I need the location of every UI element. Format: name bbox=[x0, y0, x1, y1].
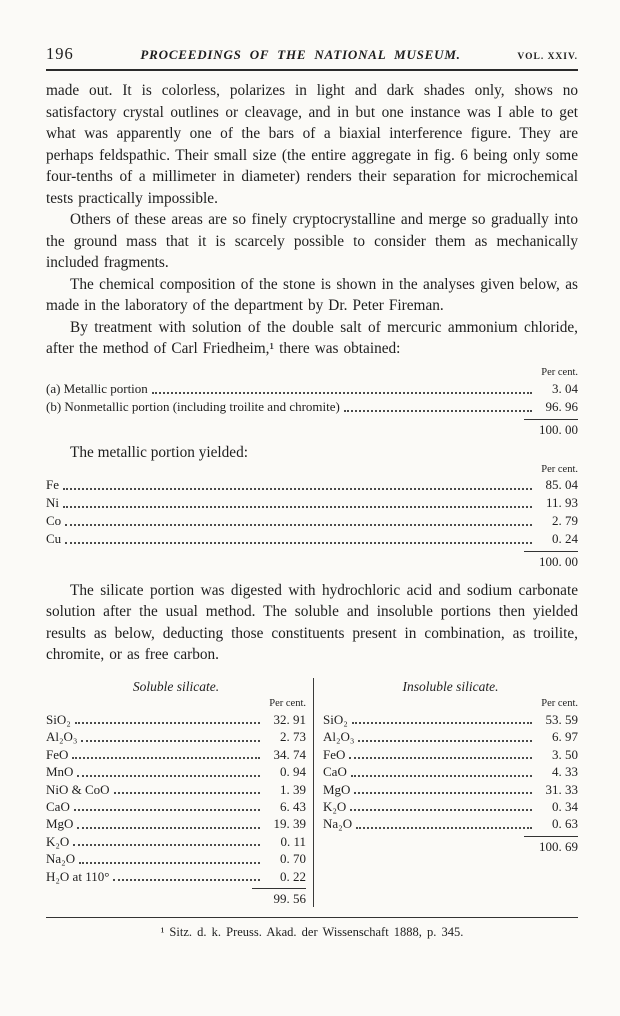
dot-leader bbox=[344, 410, 532, 412]
unit-header: Per cent. bbox=[541, 697, 578, 709]
table-row bbox=[46, 833, 306, 850]
paragraph: The chemical composition of the stone is shown in the analyses given below, as made in the laboratory of the department by Dr. Peter Fireman. bbox=[46, 275, 578, 314]
total-rule bbox=[252, 888, 306, 889]
row-value: 19. 39 bbox=[273, 816, 306, 832]
row-label: Ni bbox=[46, 494, 59, 510]
table-total: 100. 00 bbox=[539, 421, 578, 437]
row-label: FeO bbox=[46, 746, 69, 762]
dot-leader bbox=[75, 722, 260, 724]
table-row bbox=[46, 530, 578, 548]
table-row bbox=[46, 746, 306, 763]
table-row bbox=[46, 494, 578, 512]
row-label: CaO bbox=[46, 798, 70, 814]
running-head bbox=[46, 44, 578, 64]
publication-title: PROCEEDINGS OF THE NATIONAL MUSEUM. bbox=[140, 47, 461, 62]
row-value: 2. 79 bbox=[552, 512, 578, 528]
row-label: Fe bbox=[46, 476, 59, 492]
dot-leader bbox=[356, 827, 532, 829]
table-row bbox=[46, 763, 306, 780]
row-value: 0. 70 bbox=[280, 851, 306, 867]
table-title: Insoluble silicate. bbox=[402, 678, 499, 694]
table-row bbox=[46, 512, 578, 530]
table-total: 100. 69 bbox=[539, 838, 578, 854]
dot-leader bbox=[73, 844, 260, 846]
table-row bbox=[46, 711, 306, 728]
paragraph: Others of these areas are so finely cryptocrystalline and merge so gradually into the ground mass that it is scarcely possible to consider them as mechanically included fragments. bbox=[46, 211, 578, 271]
volume-label: VOL. XXIV. bbox=[517, 52, 578, 62]
row-label: (b) Nonmetallic portion (including troilite and chromite) bbox=[46, 398, 340, 414]
dot-leader bbox=[65, 524, 532, 526]
table-row bbox=[323, 746, 578, 763]
row-value: 34. 74 bbox=[273, 746, 306, 762]
dot-leader bbox=[114, 792, 260, 794]
row-value: 96. 96 bbox=[545, 398, 578, 414]
page-number: 196 bbox=[46, 44, 74, 63]
table-row bbox=[323, 781, 578, 798]
row-label: K₂O bbox=[46, 833, 70, 849]
dot-leader bbox=[350, 809, 532, 811]
table-row bbox=[46, 398, 578, 416]
table-row bbox=[46, 815, 306, 832]
unit-header: Per cent. bbox=[541, 366, 578, 378]
row-value: 1. 39 bbox=[280, 781, 306, 797]
table-row bbox=[46, 781, 306, 798]
dot-leader bbox=[74, 809, 260, 811]
paragraph: By treatment with solution of the double salt of mercuric ammonium chloride, after the method of Carl Friedheim,¹ there was obtained: bbox=[46, 318, 578, 357]
row-label: Al₂O₃ bbox=[323, 729, 355, 745]
dot-leader bbox=[72, 757, 260, 759]
portions-table bbox=[46, 366, 578, 438]
soluble-silicate-table bbox=[46, 678, 314, 907]
table-row bbox=[46, 850, 306, 867]
footnote-rule bbox=[46, 917, 578, 918]
silicate-analyses bbox=[46, 678, 578, 907]
row-label: Na₂O bbox=[323, 816, 353, 832]
row-label: MnO bbox=[46, 764, 74, 780]
table-row bbox=[323, 711, 578, 728]
row-value: 6. 97 bbox=[552, 729, 578, 745]
dot-leader bbox=[152, 392, 532, 394]
paragraph: made out. It is colorless, polarizes in light and dark shades only, shows no satisfactory crystal outlines or cleavage, and in but one instance was I able to get what was apparently one of the bars of a biaxial interference figure. They are perhaps feldspathic. Their small size (the entire aggregate in fig. 6 being only some four-tenths of a millimeter in diameter) renders their separation for microchemical tests practically impossible. bbox=[46, 82, 578, 207]
dot-leader bbox=[354, 792, 532, 794]
row-value: 6. 43 bbox=[280, 798, 306, 814]
row-value: 3. 04 bbox=[552, 380, 578, 396]
row-value: 0. 63 bbox=[552, 816, 578, 832]
dot-leader bbox=[351, 775, 532, 777]
total-rule bbox=[524, 419, 578, 420]
table-row bbox=[46, 798, 306, 815]
table-row bbox=[323, 763, 578, 780]
dot-leader bbox=[113, 879, 260, 881]
table-row bbox=[46, 868, 306, 885]
row-value: 31. 33 bbox=[545, 781, 578, 797]
table-total: 99. 56 bbox=[273, 890, 306, 906]
row-label: Al₂O₃ bbox=[46, 729, 78, 745]
row-label: K₂O bbox=[323, 798, 347, 814]
table-row bbox=[323, 798, 578, 815]
row-label: MgO bbox=[46, 816, 74, 832]
row-label: Cu bbox=[46, 530, 62, 546]
total-rule bbox=[524, 836, 578, 837]
table-row bbox=[323, 815, 578, 832]
table-total: 100. 00 bbox=[539, 553, 578, 569]
table-row bbox=[323, 728, 578, 745]
insoluble-silicate-table bbox=[314, 678, 578, 907]
row-value: 85. 04 bbox=[545, 476, 578, 492]
dot-leader bbox=[349, 757, 532, 759]
total-rule bbox=[524, 551, 578, 552]
dot-leader bbox=[63, 488, 532, 490]
table-title: Soluble silicate. bbox=[132, 678, 220, 694]
row-value: 0. 22 bbox=[280, 868, 306, 884]
row-value: 0. 24 bbox=[552, 530, 578, 546]
metallic-table-heading: The metallic portion yielded: bbox=[70, 443, 248, 461]
row-value: 11. 93 bbox=[545, 494, 578, 510]
row-label: SiO₂ bbox=[46, 711, 71, 727]
footnote: ¹ Sitz. d. k. Preuss. Akad. der Wissenschaft 1888, p. 345. bbox=[160, 924, 464, 939]
metallic-table bbox=[46, 463, 578, 570]
row-label: Na₂O bbox=[46, 851, 76, 867]
row-label: (a) Metallic portion bbox=[46, 380, 148, 396]
row-value: 53. 59 bbox=[545, 711, 578, 727]
dot-leader bbox=[63, 506, 532, 508]
dot-leader bbox=[81, 740, 260, 742]
dot-leader bbox=[77, 775, 260, 777]
row-label: SiO₂ bbox=[323, 711, 348, 727]
row-value: 4. 33 bbox=[552, 764, 578, 780]
dot-leader bbox=[65, 542, 532, 544]
paragraph: The silicate portion was digested with hydrochloric acid and sodium carbonate solution after the usual method. The soluble and insoluble portions then yielded results as below, deducting those constituents present in combination, as troilite, chromite, or as free carbon. bbox=[46, 581, 578, 663]
row-value: 2. 73 bbox=[280, 729, 306, 745]
row-label: MgO bbox=[323, 781, 351, 797]
table-row bbox=[46, 476, 578, 494]
row-label: FeO bbox=[323, 746, 346, 762]
row-label: H₂O at 110° bbox=[46, 868, 110, 884]
row-label: Co bbox=[46, 512, 62, 528]
row-label: NiO & CoO bbox=[46, 781, 110, 797]
row-label: CaO bbox=[323, 764, 347, 780]
dot-leader bbox=[79, 862, 260, 864]
table-row bbox=[46, 380, 578, 398]
row-value: 0. 11 bbox=[280, 833, 306, 849]
header-rule bbox=[46, 69, 578, 71]
row-value: 32. 91 bbox=[273, 711, 306, 727]
dot-leader bbox=[77, 827, 260, 829]
dot-leader bbox=[358, 740, 532, 742]
unit-header: Per cent. bbox=[269, 697, 306, 709]
dot-leader bbox=[352, 722, 532, 724]
row-value: 0. 94 bbox=[280, 764, 306, 780]
table-row bbox=[46, 728, 306, 745]
row-value: 0. 34 bbox=[552, 798, 578, 814]
row-value: 3. 50 bbox=[552, 746, 578, 762]
unit-header: Per cent. bbox=[541, 463, 578, 475]
